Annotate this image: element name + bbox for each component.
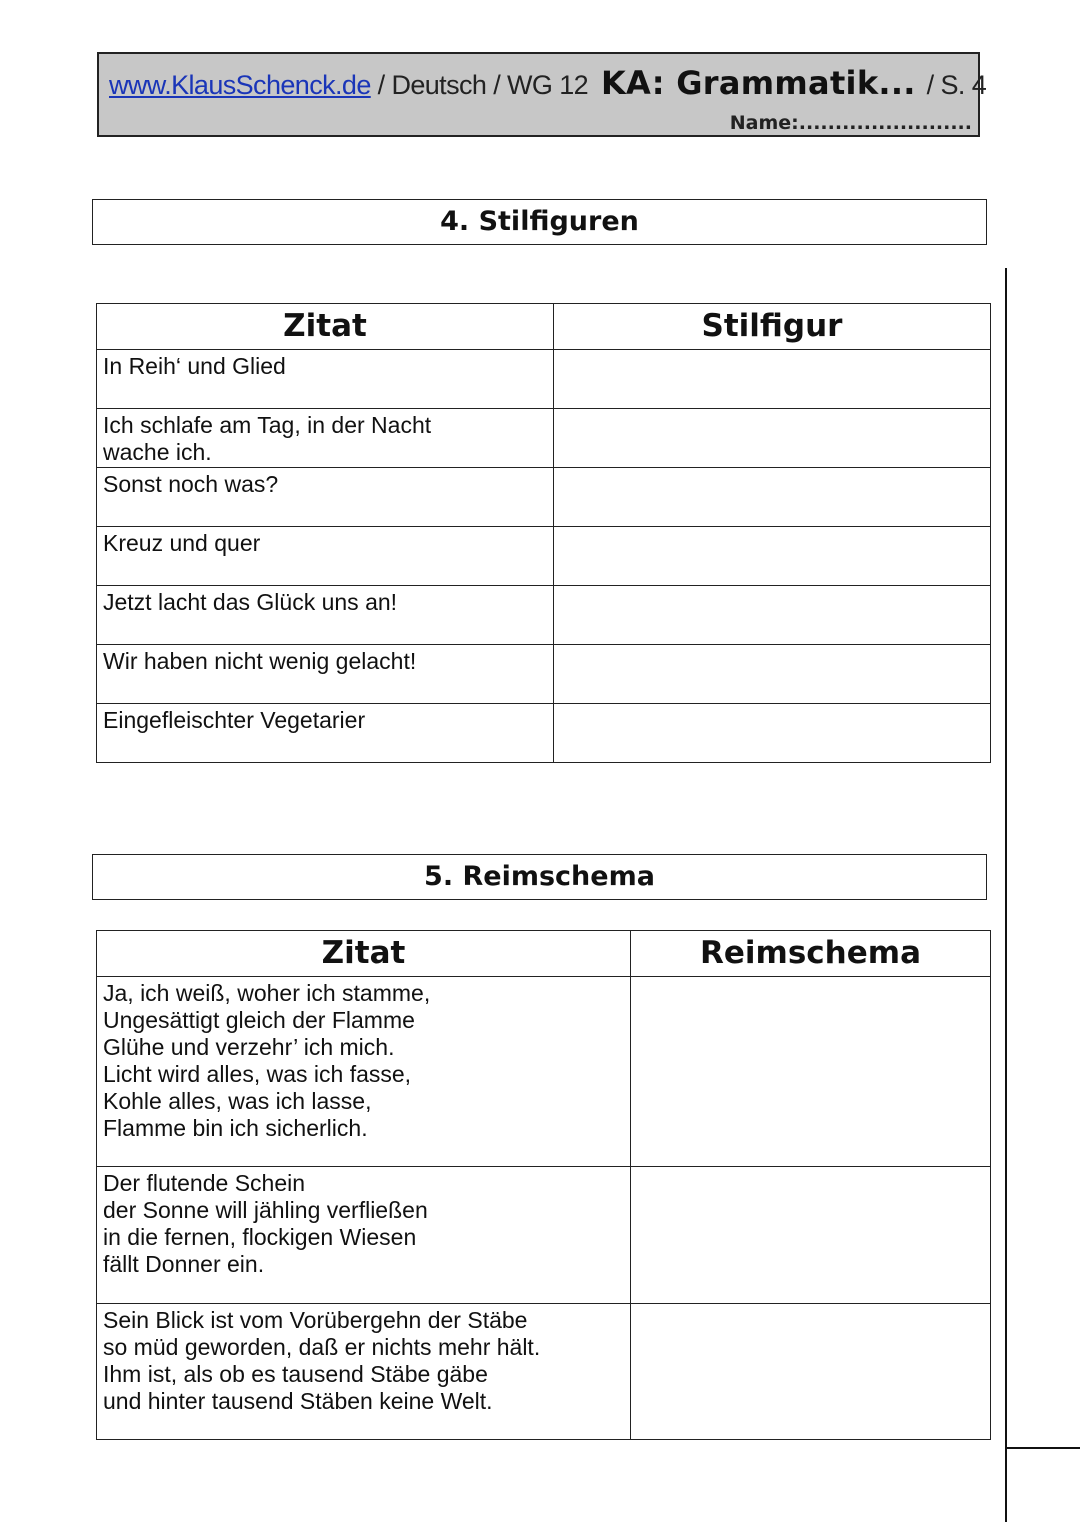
quote-cell: Eingefleischter Vegetarier bbox=[97, 704, 554, 763]
answer-cell[interactable] bbox=[554, 350, 991, 409]
page-number: / S. 4 bbox=[919, 70, 987, 100]
quote-cell: Kreuz und quer bbox=[97, 527, 554, 586]
quote-cell: Jetzt lacht das Glück uns an! bbox=[97, 586, 554, 645]
quote-cell: Ja, ich weiß, woher ich stamme, Ungesättigt gleich der Flamme Glühe und verzehr’ ich mich. Licht wird alles, was ich fasse, Kohle alles, was ich lasse, Flamme bin ich sicherlich. bbox=[97, 977, 631, 1167]
answer-cell[interactable] bbox=[554, 527, 991, 586]
quote-cell: Der flutende Schein der Sonne will jähling verfließen in die fernen, flockigen Wiesen fällt Donner ein. bbox=[97, 1167, 631, 1304]
column-header-zitat: Zitat bbox=[97, 304, 554, 350]
table-row bbox=[97, 1304, 991, 1440]
worksheet-header bbox=[97, 52, 987, 137]
answer-cell[interactable] bbox=[554, 468, 991, 527]
table-row bbox=[97, 977, 991, 1167]
table-row bbox=[97, 409, 991, 468]
quote-cell: In Reih‘ und Glied bbox=[97, 350, 554, 409]
margin-rule bbox=[1005, 268, 1007, 1522]
answer-cell[interactable] bbox=[631, 977, 991, 1167]
reimschema-table bbox=[96, 930, 991, 1440]
answer-cell[interactable] bbox=[631, 1304, 991, 1440]
table-header-row bbox=[97, 931, 991, 977]
answer-cell[interactable] bbox=[554, 586, 991, 645]
stilfiguren-table bbox=[96, 303, 991, 763]
column-header-zitat: Zitat bbox=[97, 931, 631, 977]
table-row bbox=[97, 527, 991, 586]
table-header-row bbox=[97, 304, 991, 350]
quote-cell: Sonst noch was? bbox=[97, 468, 554, 527]
table-row bbox=[97, 1167, 991, 1304]
table-row bbox=[97, 704, 991, 763]
table-row bbox=[97, 468, 991, 527]
quote-cell: Wir haben nicht wenig gelacht! bbox=[97, 645, 554, 704]
section-title-reimschema: 5. Reimschema bbox=[92, 854, 987, 900]
column-header-reimschema: Reimschema bbox=[631, 931, 991, 977]
worksheet-title: KA: Grammatik... bbox=[600, 64, 916, 102]
header-line bbox=[109, 64, 986, 102]
answer-cell[interactable] bbox=[554, 645, 991, 704]
table-row bbox=[97, 350, 991, 409]
table-row bbox=[97, 645, 991, 704]
answer-cell[interactable] bbox=[554, 704, 991, 763]
quote-cell: Ich schlafe am Tag, in der Nacht wache ich. bbox=[97, 409, 554, 468]
column-header-stilfigur: Stilfigur bbox=[554, 304, 991, 350]
section-title-stilfiguren: 4. Stilfiguren bbox=[92, 199, 987, 245]
quote-cell: Sein Blick ist vom Vorübergehn der Stäbe so müd geworden, daß er nichts mehr hält. Ihm ist, als ob es tausend Stäbe gäbe und hinter tausend Stäben keine Welt. bbox=[97, 1304, 631, 1440]
margin-tick bbox=[1005, 1447, 1080, 1449]
table-row bbox=[97, 586, 991, 645]
answer-cell[interactable] bbox=[554, 409, 991, 468]
site-link[interactable]: www.KlausSchenck.de bbox=[109, 70, 371, 100]
header-breadcrumb: / Deutsch / WG 12 bbox=[370, 70, 595, 100]
name-field[interactable]: Name:........................ bbox=[729, 112, 972, 134]
answer-cell[interactable] bbox=[631, 1167, 991, 1304]
